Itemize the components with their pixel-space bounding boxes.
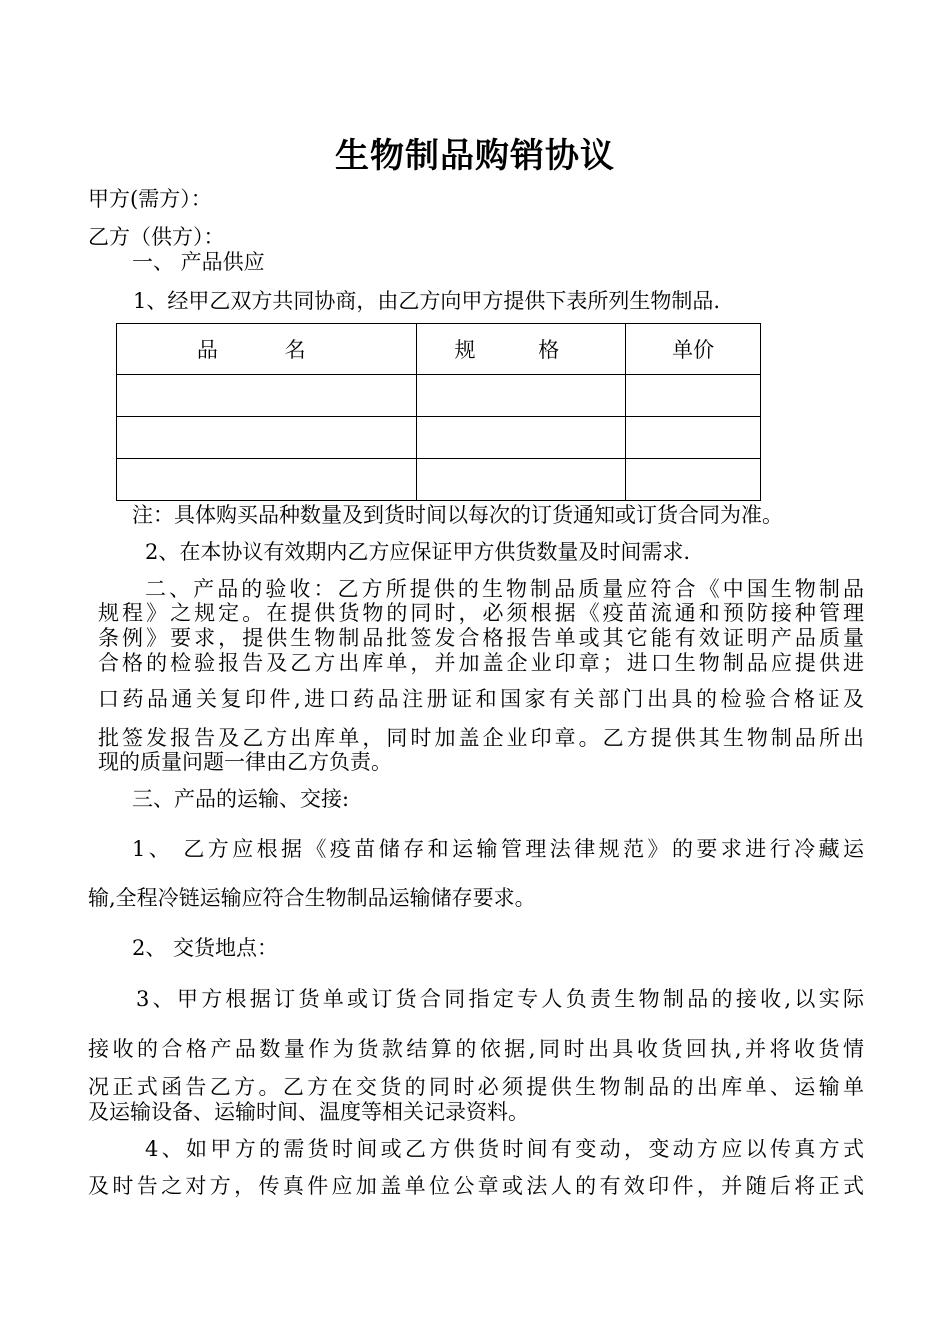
table-cell <box>626 375 761 417</box>
column-header-price: 单价 <box>626 324 761 375</box>
table-row <box>117 375 761 417</box>
table-cell <box>416 417 626 459</box>
table-header-row <box>117 324 761 375</box>
section1-item2: 2、在本协议有效期内乙方应保证甲方供货数量及时间需求. <box>145 540 691 564</box>
section3-item3-line: 接收的合格产品数量作为货款结算的依据,同时出具收货回执,并将收货情 <box>88 1037 864 1061</box>
section3-item3-line: 3、甲方根据订货单或订货合同指定专人负责生物制品的接收,以实际 <box>136 987 864 1011</box>
table-cell <box>626 459 761 501</box>
section2-line: 口药品通关复印件,进口药品注册证和国家有关部门出具的检验合格证及 <box>98 687 864 711</box>
section2-line: 合格的检验报告及乙方出库单，并加盖企业印章；进口生物制品应提供进 <box>98 651 864 675</box>
section2-line: 批签发报告及乙方出库单，同时加盖企业印章。乙方提供其生物制品所出 <box>98 726 864 750</box>
section2-line: 二、产品的验收：乙方所提供的生物制品质量应符合《中国生物制品 <box>145 577 864 601</box>
section1-heading: 一、 产品供应 <box>132 250 265 274</box>
table-cell <box>117 375 417 417</box>
section2-line: 条例》要求，提供生物制品批签发合格报告单或其它能有效证明产品质量 <box>98 626 864 650</box>
table-cell <box>416 459 626 501</box>
table-row <box>117 417 761 459</box>
party-b-label: 乙方（供方）： <box>88 225 225 249</box>
section2-line: 现的质量问题一律由乙方负责。 <box>98 750 392 774</box>
section3-item4-line: 4、如甲方的需货时间或乙方供货时间有变动，变动方应以传真方式 <box>145 1137 864 1161</box>
column-header-name: 品 名 <box>117 324 417 375</box>
section1-item1: 1、经甲乙双方共同协商，由乙方向甲方提供下表所列生物制品. <box>133 289 721 313</box>
column-header-spec: 规 格 <box>416 324 626 375</box>
document-title: 生物制品购销协议 <box>335 136 615 176</box>
section3-item1-line: 1、 乙方应根据《疫苗储存和运输管理法律规范》的要求进行冷藏运 <box>132 837 864 861</box>
party-a-label: 甲方(需方）： <box>88 187 212 211</box>
table-cell <box>117 417 417 459</box>
section3-item3-line: 况正式函告乙方。乙方在交货的同时必须提供生物制品的出库单、运输单 <box>88 1075 864 1099</box>
table-note: 注：具体购买品种数量及到货时间以每次的订货通知或订货合同为准。 <box>132 503 783 527</box>
section3-item2: 2、 交货地点： <box>132 936 279 960</box>
table-row <box>117 459 761 501</box>
product-table <box>116 323 761 501</box>
table-cell <box>117 459 417 501</box>
section2-line: 规程》之规定。在提供货物的同时，必须根据《疫苗流通和预防接种管理 <box>98 601 864 625</box>
table-cell <box>416 375 626 417</box>
section3-item1-line: 输,全程冷链运输应符合生物制品运输储存要求。 <box>88 886 536 910</box>
section3-item3-line: 及运输设备、运输时间、温度等相关记录资料。 <box>88 1100 529 1124</box>
section3-heading: 三、产品的运输、交接: <box>132 787 350 811</box>
section3-item4-line: 及时告之对方，传真件应加盖单位公章或法人的有效印件，并随后将正式 <box>88 1174 864 1198</box>
table-cell <box>626 417 761 459</box>
